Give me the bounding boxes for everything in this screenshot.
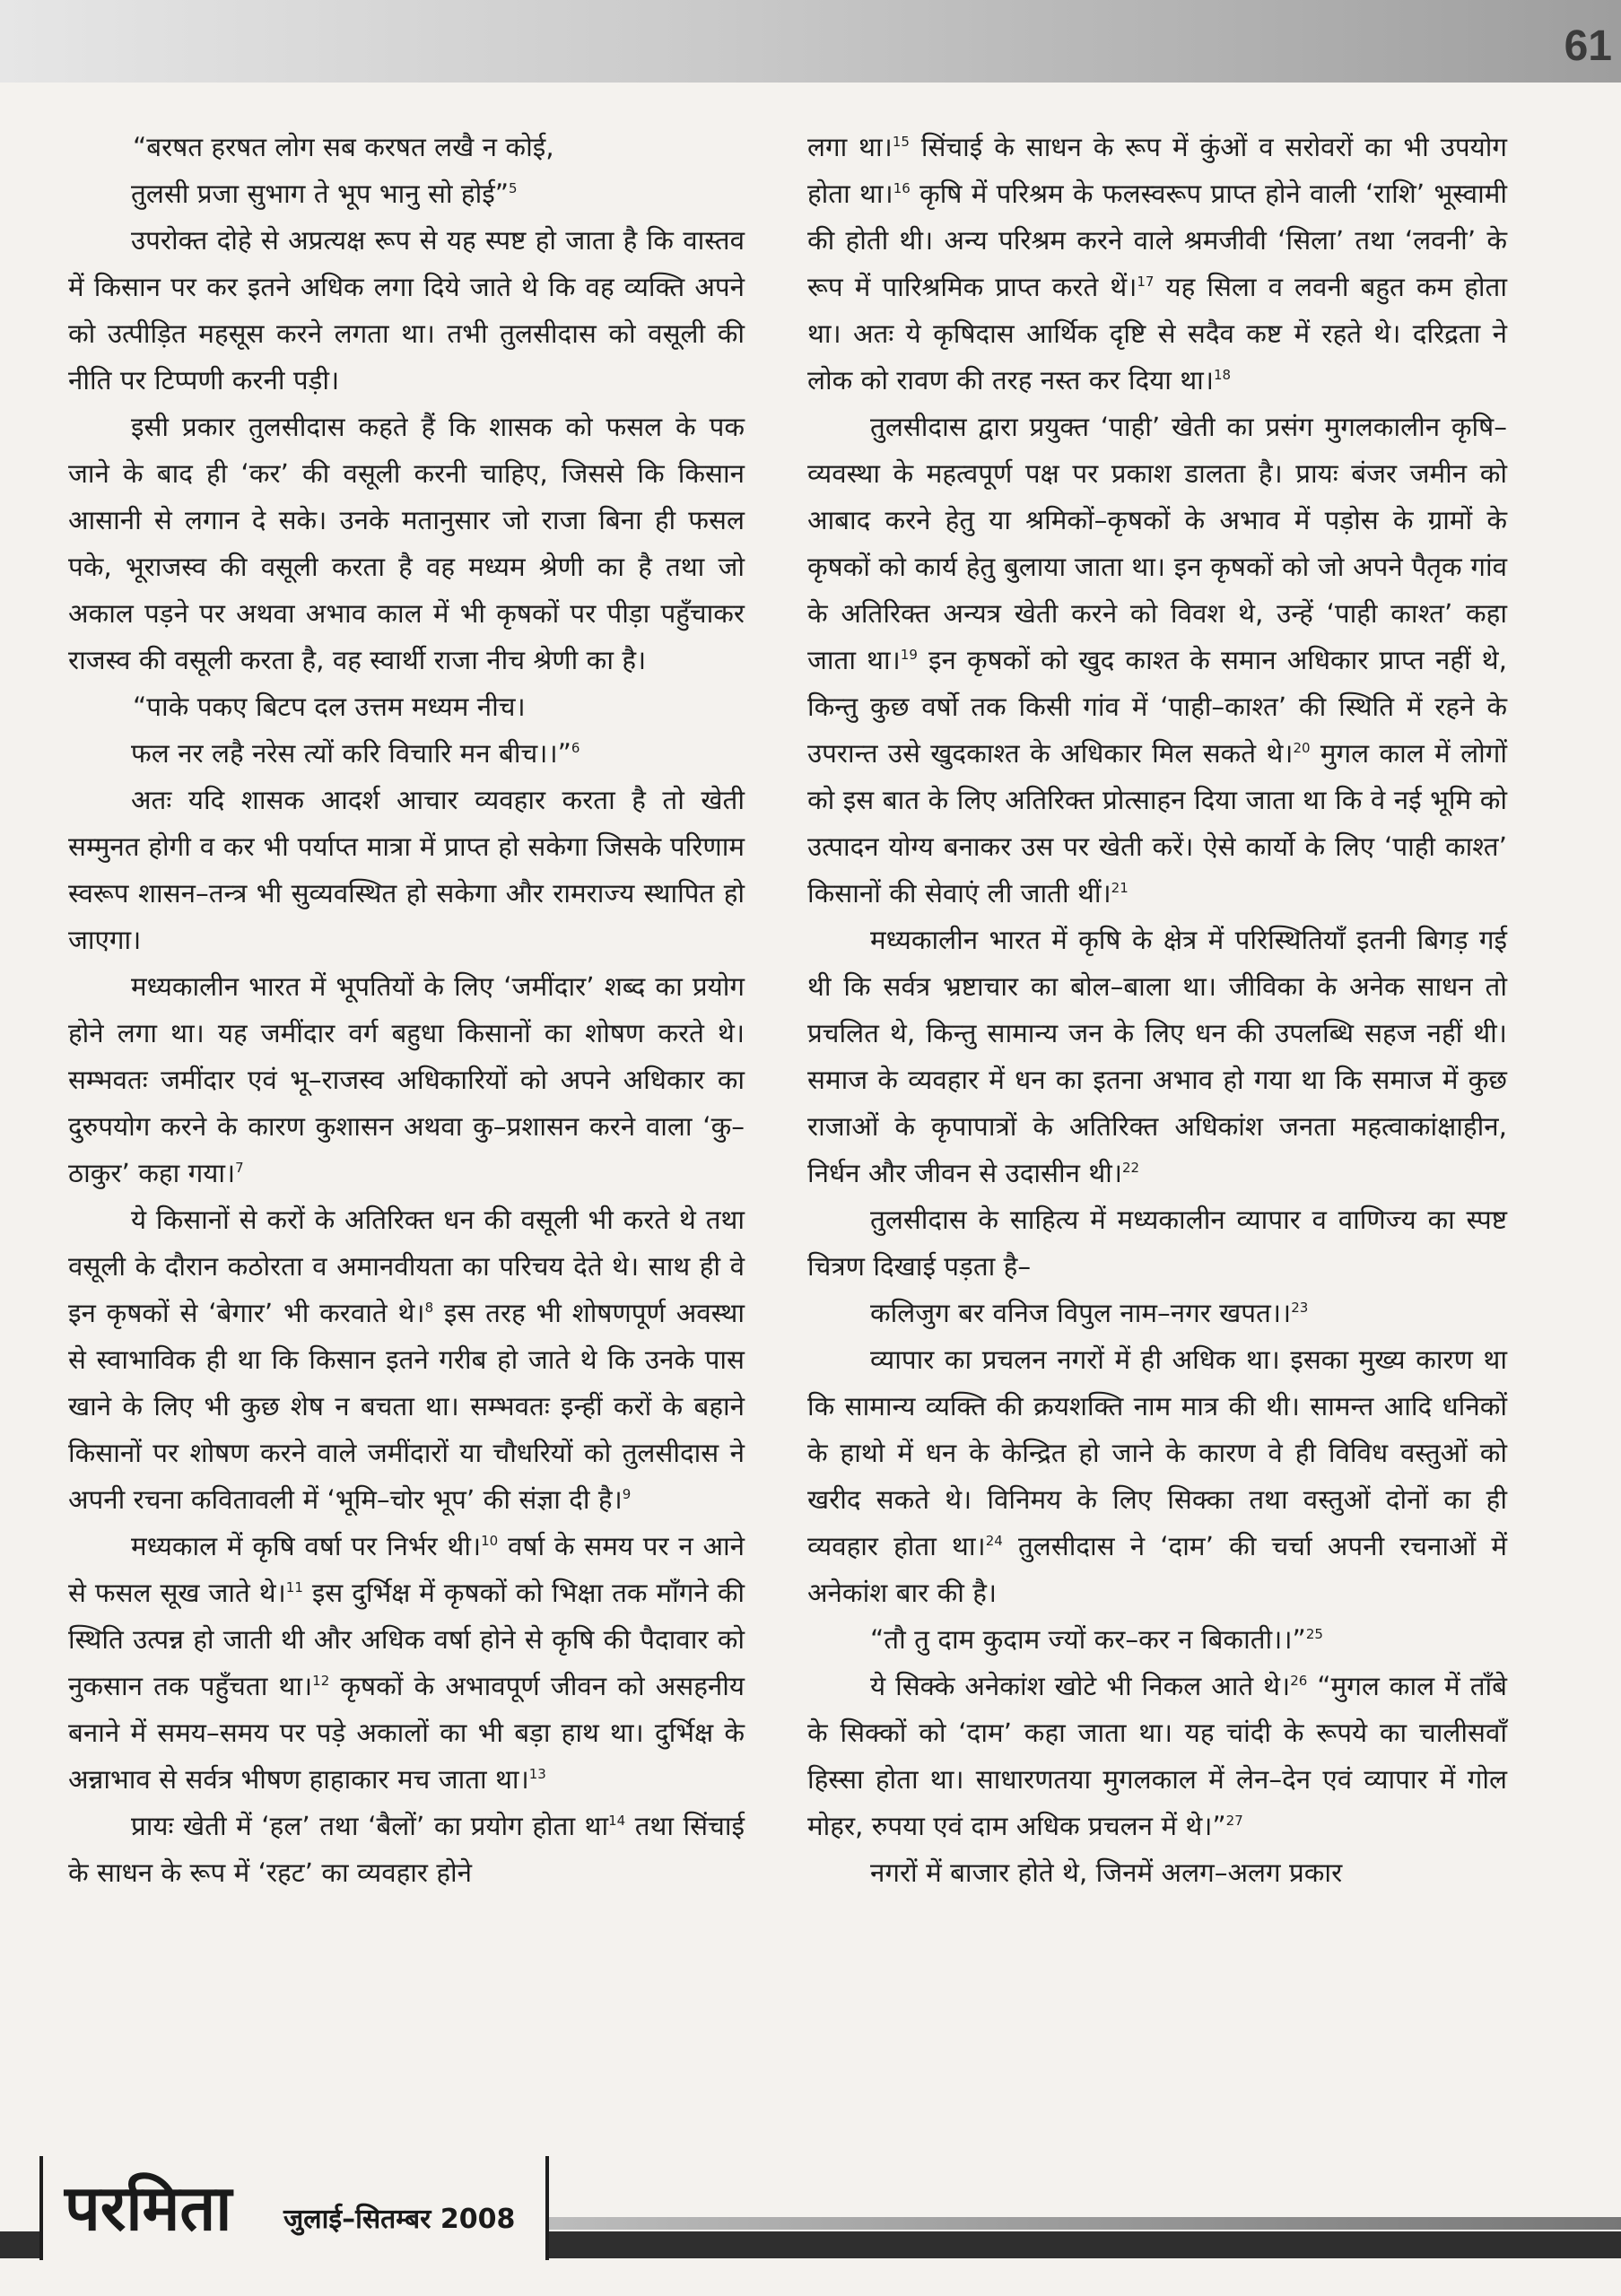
page-number: 61 [1564, 22, 1612, 70]
footer-rule [538, 2217, 1621, 2230]
footnote-ref: 20 [1293, 740, 1311, 757]
paragraph: अतः यदि शासक आदर्श आचार व्यवहार करता है तो खेती सम्मुनत होगी व कर भी पर्याप्त मात्रा में प्राप्त हो सकेगा जिसके परिणाम स्वरूप शासन–तन्त्र भी सुव्यवस्थित हो सकेगा और रामराज्य स्थापित हो जाएगा। [68, 785, 745, 955]
footnote-ref: 12 [312, 1673, 330, 1690]
footnote-ref: 8 [424, 1300, 434, 1317]
footnote-ref: 22 [1122, 1160, 1140, 1177]
footnote-ref: 23 [1291, 1300, 1309, 1317]
paragraph: प्रायः खेती में ‘हल’ तथा ‘बैलों’ का प्रयोग होता था$^{14}$ तथा सिंचाई के साधन के रूप में ‘रहट’ का व्यवहार होने [68, 1811, 745, 1888]
issue-date: जुलाई–सितम्बर 2008 [283, 2204, 516, 2235]
footnote-ref: 27 [1225, 1813, 1243, 1830]
magazine-logo: परमिता [65, 2171, 232, 2245]
paragraph: ये सिक्के अनेकांश खोटे भी निकल आते थे।$^{26}$ “मुगल काल में ताँबे के सिक्कों को ‘दाम’ कहा जाता था। यह चांदी के रूपये का चालीसवाँ हिस्सा होता था। साधारणतया मुगलकाल में लेन–देन एवं व्यापार में गोल मोहर, रुपया एवं दाम अधिक प्रचलन में थे।”$^{27}$ [807, 1671, 1507, 1841]
verse-line: “बरषत हरषत लोग सब करषत लखै न कोई, [133, 132, 554, 162]
paragraph: तुलसीदास द्वारा प्रयुक्त ‘पाही’ खेती का प्रसंग मुगलकालीन कृषि–व्यवस्था के महत्वपूर्ण पक्ष पर प्रकाश डालता है। प्रायः बंजर जमीन को आबाद करने हेतु या श्रमिकों–कृषकों के अभाव में पड़ोस के ग्रामों के कृषकों को कार्य हेतु बुलाया जाता था। इन कृषकों को जो अपने पैतृक गांव के अतिरिक्त अन्यत्र खेती करने को विवश थे, उन्हें ‘पाही काश्त’ कहा जाता था।$^{19}$ इन कृषकों को खुद काश्त के समान अधिकार प्राप्त नहीं थे, किन्तु कुछ वर्षो तक किसी गांव में ‘पाही–काश्त’ की स्थिति में रहने के उपरान्त उसे खुदकाश्त के अधिकार मिल सकते थे।$^{20}$ मुगल काल में लोगों को इस बात के लिए अतिरिक्त प्रोत्साहन दिया जाता था कि वे नई भूमि को उत्पादन योग्य बनाकर उस पर खेती करें। ऐसे कार्यो के लिए ‘पाही काश्त’ किसानों की सेवाएं ली जाती थीं।$^{21}$ [807, 412, 1507, 909]
footnote-ref: 14 [608, 1813, 626, 1830]
footnote-ref: 11 [285, 1579, 303, 1596]
footnote-ref: 21 [1111, 880, 1129, 897]
footnote-ref: 16 [893, 180, 911, 197]
paragraph: इसी प्रकार तुलसीदास कहते हैं कि शासक को फसल के पक जाने के बाद ही ‘कर’ की वसूली करनी चाहिए, जिससे कि किसान आसानी से लगान दे सके। उनके मतानुसार जो राजा बिना ही फसल पके, भूराजस्व की वसूली करता है वह मध्यम श्रेणी का है तथा जो अकाल पड़ने पर अथवा अभाव काल में भी कृषकों पर पीड़ा पहुँचाकर राजस्व की वसूली करता है, वह स्वार्थी राजा नीच श्रेणी का है। [68, 412, 745, 675]
paragraph: तुलसीदास के साहित्य में मध्यकालीन व्यापार व वाणिज्य का स्पष्ट चित्रण दिखाई पड़ता है– [807, 1205, 1507, 1282]
verse-line: “पाके पकए बिटप दल उत्तम मध्यम नीच। [133, 691, 526, 722]
paragraph: मध्यकालीन भारत में भूपतियों के लिए ‘जमींदार’ शब्द का प्रयोग होने लगा था। यह जमींदार वर्ग बहुधा किसानों का शोषण करते थे। सम्भवतः जमींदार एवं भू–राजस्व अधिकारियों को अपने अधिकार का दुरुपयोग करने के कारण कुशासन अथवा कु–प्रशासन करने वाला ‘कु–ठाकुर’ कहा गया।$^7$ [68, 971, 745, 1188]
left-column [68, 124, 745, 1896]
footnote-ref: 19 [900, 647, 918, 664]
footnote-ref: 25 [1305, 1626, 1323, 1643]
footnote-ref: 5 [509, 180, 518, 197]
verse-line: “तौ तु दाम कुदाम ज्यों कर–कर न बिकाती।।”$^{25}$ [870, 1624, 1323, 1655]
header-bar [0, 0, 1621, 83]
footnote-ref: 17 [1137, 274, 1155, 291]
footer-masthead [39, 2156, 549, 2260]
right-column [807, 124, 1507, 1896]
paragraph: मध्यकालीन भारत में कृषि के क्षेत्र में परिस्थितियाँ इतनी बिगड़ गई थी कि सर्वत्र भ्रष्टाचार का बोल–बाला था। जीविका के अनेक साधन तो प्रचलित थे, किन्तु सामान्य जन के लिए धन की उपलब्धि सहज नहीं थी। समाज के व्यवहार में धन का इतना अभाव हो गया था कि समाज में कुछ राजाओं के कृपापात्रों के अतिरिक्त अधिकांश जनता महत्वाकांक्षाहीन, निर्धन और जीवन से उदासीन थी।$^{22}$ [807, 925, 1507, 1188]
paragraph: ये किसानों से करों के अतिरिक्त धन की वसूली भी करते थे तथा वसूली के दौरान कठोरता व अमानवीयता का परिचय देते थे। साथ ही वे इन कृषकों से ‘बेगार’ भी करवाते थे।$^8$ इस तरह भी शोषणपूर्ण अवस्था से स्वाभाविक ही था कि किसान इतने गरीब हो जाते थे कि उनके पास खाने के लिए भी कुछ शेष न बचता था। सम्भवतः इन्हीं करों के बहाने किसानों पर शोषण करने वाले जमींदारों या चौधरियों को तुलसीदास ने अपनी रचना कवितावली में ‘भूमि–चोर भूप’ की संज्ञा दी है।$^9$ [68, 1205, 745, 1515]
footnote-ref: 26 [1290, 1673, 1308, 1690]
paragraph: उपरोक्त दोहे से अप्रत्यक्ष रूप से यह स्पष्ट हो जाता है कि वास्तव में किसान पर कर इतने अधिक लगा दिये जाते थे कि वह व्यक्ति अपने को उत्पीड़ित महसूस करने लगता था। तभी तुलसीदास को वसूली की नीति पर टिप्पणी करनी पड़ी। [68, 225, 745, 396]
footnote-ref: 9 [622, 1486, 632, 1503]
verse-line: कलिजुग बर वनिज विपुल नाम–नगर खपत।।$^{23}$ [870, 1298, 1309, 1328]
footnote-ref: 7 [235, 1160, 244, 1177]
footnote-ref: 15 [892, 134, 910, 151]
paragraph: लगा था।$^{15}$ सिंचाई के साधन के रूप में कुंओं व सरोवरों का भी उपयोग होता था।$^{16}$ कृषि में परिश्रम के फलस्वरूप प्राप्त होने वाली ‘राशि’ भूस्वामी की होती थी। अन्य परिश्रम करने वाले श्रमजीवी ‘सिला’ तथा ‘लवनी’ के रूप में पारिश्रमिक प्राप्त करते थें।$^{17}$ यह सिला व लवनी बहुत कम होता था। अतः ये कृषिदास आर्थिक दृष्टि से सदैव कष्ट में रहते थे। दरिद्रता ने लोक को रावण की तरह नस्त कर दिया था।$^{18}$ [807, 132, 1507, 396]
footnote-ref: 24 [985, 1533, 1003, 1550]
paragraph: व्यापार का प्रचलन नगरों में ही अधिक था। इसका मुख्य कारण था कि सामान्य व्यक्ति की क्रयशक्ति नाम मात्र की थी। सामन्त आदि धनिकों के हाथो में धन के केन्द्रित हो जाने के कारण वे ही विविध वस्तुओं को खरीद सकते थे। विनिमय के लिए सिक्का तथा वस्तुओं दोनों का ही व्यवहार होता था।$^{24}$ तुलसीदास ने ‘दाम’ की चर्चा अपनी रचनाओं में अनेकांश बार की है। [807, 1344, 1507, 1608]
footnote-ref: 13 [528, 1766, 546, 1783]
footnote-ref: 10 [481, 1533, 499, 1550]
footnote-ref: 18 [1214, 367, 1232, 384]
verse-line: फल नर लहै नरेस त्यों करि विचारि मन बीच।।”$^6$ [131, 738, 580, 769]
verse-line: तुलसी प्रजा सुभाग ते भूप भानु सो होई”$^5$ [131, 178, 518, 209]
paragraph: नगरों में बाजार होते थे, जिनमें अलग–अलग प्रकार [870, 1857, 1343, 1888]
paragraph: मध्यकाल में कृषि वर्षा पर निर्भर थी।$^{10}$ वर्षा के समय पर न आने से फसल सूख जाते थे।$^{11}$ इस दुर्भिक्ष में कृषकों को भिक्षा तक माँगने की स्थिति उत्पन्न हो जाती थी और अधिक वर्षा होने से कृषि की पैदावार को नुकसान तक पहुँचता था।$^{12}$ कृषकों के अभावपूर्ण जीवन को असहनीय बनाने में समय–समय पर पड़े अकालों का भी बड़ा हाथ था। दुर्भिक्ष के अन्नाभाव से सर्वत्र भीषण हाहाकार मच जाता था।$^{13}$ [68, 1531, 745, 1795]
footnote-ref: 6 [571, 740, 580, 757]
